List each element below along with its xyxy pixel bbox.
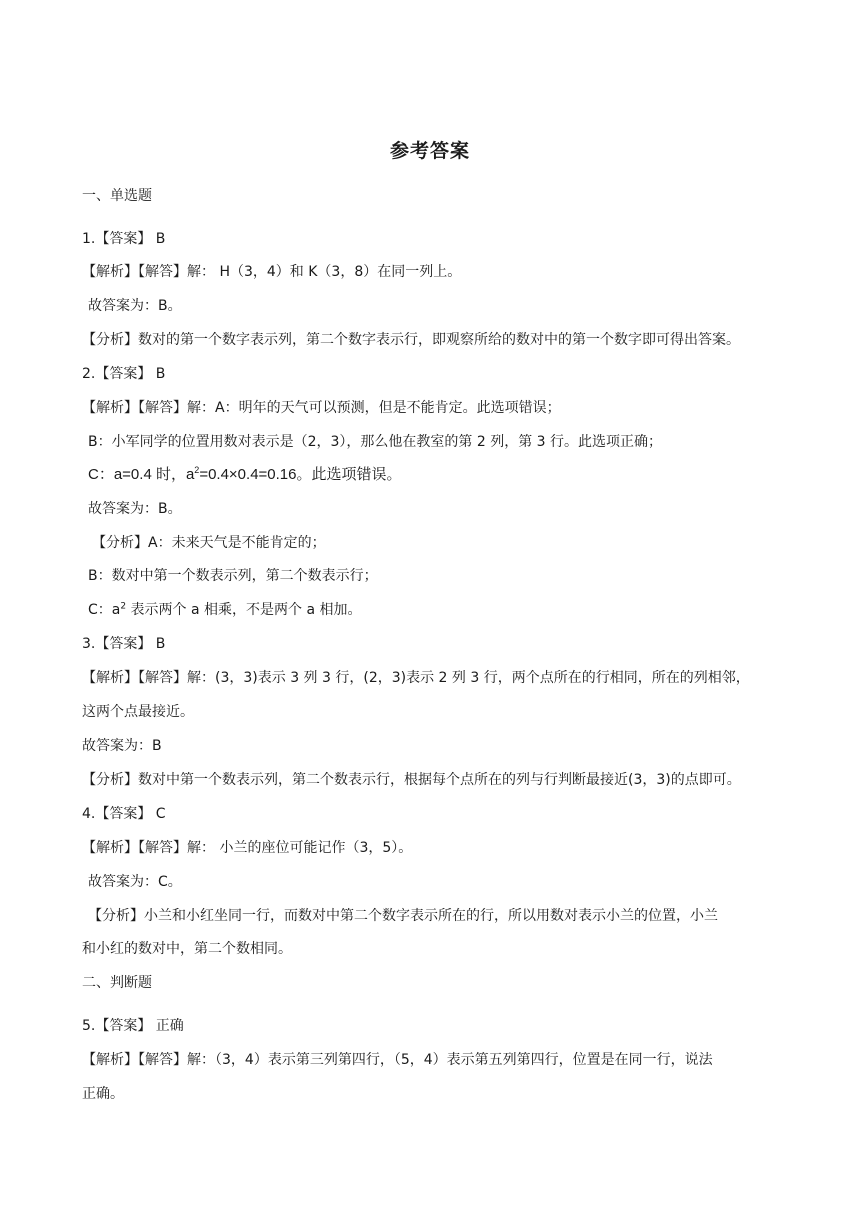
q3-analysis-line-1: 【解析】【解答】解：(3，3)表示 3 列 3 行，(2，3)表示 2 列 3 行，两个点所在的行相同，所在的列相邻， — [82, 670, 750, 686]
q3-answer: 3.【答案】 B — [82, 636, 166, 652]
q3-analysis-line-2: 这两个点最接近。 — [82, 704, 194, 720]
q5-analysis-line-1: 【解析】【解答】解：（3，4）表示第三列第四行，（5，4）表示第五列第四行，位置是在同一行，说法 — [82, 1052, 713, 1068]
q2-note-a: 【分析】A：未来天气是不能肯定的； — [92, 535, 326, 551]
page-title: 参考答案 — [389, 140, 470, 162]
q2-option-c-exponent: 2 — [194, 465, 200, 475]
q2-option-c-suffix: =0.4×0.4=0.16。此选项错误。 — [199, 466, 402, 483]
q1-note: 【分析】数对的第一个数字表示列，第二个数字表示行，即观察所给的数对中的第一个数字即可得出答案。 — [82, 332, 740, 348]
q1-answer: 1.【答案】 B — [82, 231, 166, 247]
q2-option-b: B：小军同学的位置用数对表示是（2，3），那么他在教室的第 2 列，第 3 行。此选项正确； — [88, 434, 663, 450]
q2-option-c-prefix: C：a=0.4 时，a — [88, 466, 195, 483]
q2-note-c — [88, 600, 362, 620]
q1-conclusion: 故答案为：B。 — [88, 298, 182, 314]
q3-note: 【分析】数对中第一个数表示列，第二个数表示行，根据每个点所在的列与行判断最接近(3，3)的点即可。 — [82, 772, 741, 788]
q2-option-c — [88, 465, 402, 485]
q2-answer: 2.【答案】 B — [82, 366, 166, 382]
q4-answer: 4.【答案】 C — [82, 806, 166, 822]
q4-conclusion: 故答案为：C。 — [88, 874, 182, 890]
q2-note-b: B：数对中第一个数表示列，第二个数表示行； — [88, 568, 378, 584]
q4-note-line-2: 和小红的数对中，第二个数相同。 — [82, 941, 292, 957]
q4-analysis: 【解析】【解答】解： 小兰的座位可能记作（3，5）。 — [82, 840, 413, 856]
q2-note-c-suffix: 表示两个 a 相乘，不是两个 a 相加。 — [126, 602, 362, 618]
q3-conclusion: 故答案为：B — [82, 738, 162, 754]
section-heading-single-choice: 一、单选题 — [82, 188, 152, 204]
section-heading-true-false: 二、判断题 — [82, 975, 152, 991]
q2-analysis: 【解析】【解答】解：A：明年的天气可以预测，但是不能肯定。此选项错误； — [82, 400, 561, 416]
q2-note-c-exponent: 2 — [120, 601, 127, 612]
q5-answer: 5.【答案】 正确 — [82, 1018, 184, 1034]
q2-conclusion: 故答案为：B。 — [88, 501, 182, 517]
q5-analysis-line-2: 正确。 — [82, 1086, 124, 1102]
q2-note-c-prefix: C：a — [88, 602, 121, 618]
q4-note-line-1: 【分析】小兰和小红坐同一行，而数对中第二个数字表示所在的行，所以用数对表示小兰的位置，小兰 — [88, 908, 718, 924]
q1-analysis: 【解析】【解答】解： H（3，4）和 K（3，8）在同一列上。 — [82, 264, 462, 280]
